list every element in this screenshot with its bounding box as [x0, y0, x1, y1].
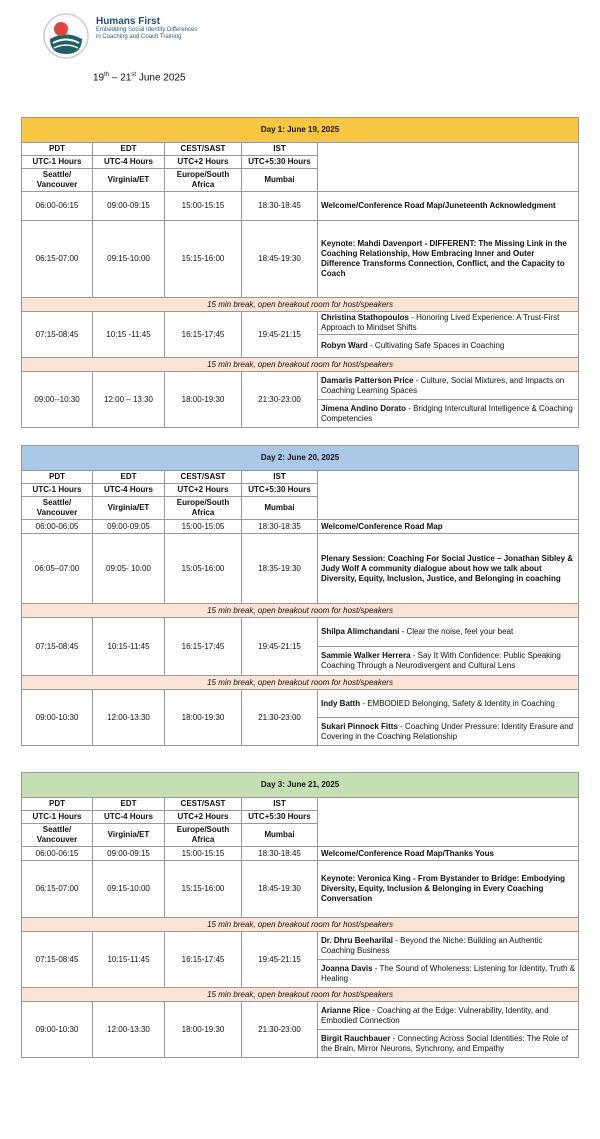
- header-tz-cell: CEST/SAST: [165, 471, 242, 484]
- session-cell: [318, 312, 579, 335]
- speaker-name: Christina Stathopoulos: [321, 313, 409, 322]
- header-utc-cell: UTC-1 Hours: [22, 156, 93, 169]
- header-tz-cell: CEST/SAST: [165, 143, 242, 156]
- speaker-name: Shilpa Alimchandani: [321, 627, 400, 636]
- time-cell: 16:15-17:45: [165, 618, 242, 676]
- session-topic: - Culture, Social Mixtures, and Impacts on Coaching Learning Spaces: [321, 375, 565, 395]
- session-topic: - Say It With Confidence: Public Speaking Coaching Through a Neurodivergent and Cultural Lens: [321, 651, 561, 670]
- time-cell: 09:15-10:00: [93, 221, 165, 298]
- session-cell: [318, 1030, 579, 1058]
- time-cell: 21:30-23:00: [242, 372, 318, 428]
- time-cell: 10:15-11:45: [93, 618, 165, 676]
- session-topic: - Bridging Intercultural Intelligence & Coaching Competencies: [321, 403, 573, 423]
- session-cell: [318, 960, 579, 988]
- break-row: 15 min break, open breakout room for host/speakers: [22, 358, 579, 372]
- time-cell: 07:15-08:45: [22, 312, 93, 358]
- day-title: Day 1: June 19, 2025: [22, 118, 579, 143]
- time-cell: 10:15-11:45: [93, 932, 165, 988]
- header-city-cell: Mumbai: [242, 169, 318, 192]
- header: [42, 12, 197, 62]
- time-cell: 18:00-19:30: [165, 372, 242, 428]
- session-cell: [318, 932, 579, 960]
- speaker-name: Sukari Pinnock Fitts: [321, 721, 398, 731]
- day-title: Day 3: June 21, 2025: [22, 773, 579, 798]
- time-cell: 15:15-16:00: [165, 221, 242, 298]
- session-topic: - Connecting Across Social Identities: The Role of the Brain, Mirror Neurons, Synchrony, and Empathy: [321, 1033, 569, 1053]
- header-city-cell: Seattle/ Vancouver: [22, 824, 93, 847]
- day-title: Day 2: June 20, 2025: [22, 446, 579, 471]
- speaker-name: Birgit Rauchbauer: [321, 1033, 391, 1043]
- date-suffix-start: th: [104, 72, 110, 78]
- time-cell: 09:00-09:05: [93, 520, 165, 534]
- time-cell: 09:00-09:15: [93, 192, 165, 221]
- header-city-cell: Mumbai: [242, 824, 318, 847]
- session-title: [318, 221, 579, 298]
- header-city-cell: Europe/South Africa: [165, 497, 242, 520]
- header-tz-cell: IST: [242, 143, 318, 156]
- conference-dates: [93, 72, 186, 83]
- session-topic: - Coaching Under Pressure: Identity Erasure and Covering in the Coaching Relationship: [321, 721, 574, 741]
- header-city-cell: Europe/South Africa: [165, 824, 242, 847]
- header-tz-cell: IST: [242, 471, 318, 484]
- time-cell: 15:00-15:15: [165, 192, 242, 221]
- org-name: Humans First: [96, 16, 160, 27]
- time-cell: 19:45-21:15: [242, 618, 318, 676]
- break-row: 15 min break, open breakout room for host/speakers: [22, 988, 579, 1002]
- header-city-cell: Seattle/ Vancouver: [22, 497, 93, 520]
- time-cell: 06:00-06:05: [22, 520, 93, 534]
- session-topic: - Cultivating Safe Spaces in Coaching: [367, 341, 505, 350]
- session-topic: - Beyond the Niche: Building an Authentic Coaching Business: [321, 935, 543, 955]
- header-utc-cell: UTC+2 Hours: [165, 811, 242, 824]
- header-utc-cell: UTC-4 Hours: [93, 484, 165, 497]
- date-separator: – 21: [109, 72, 132, 84]
- session-cell: [318, 690, 579, 718]
- time-cell: 09:05- 10:00: [93, 534, 165, 604]
- header-utc-cell: UTC-1 Hours: [22, 484, 93, 497]
- time-cell: 07:15-08:45: [22, 932, 93, 988]
- time-cell: 06:15-07:00: [22, 221, 93, 298]
- time-cell: 12:00-13:30: [93, 1002, 165, 1058]
- time-cell: 18:00-19:30: [165, 690, 242, 746]
- header-tz-cell: PDT: [22, 471, 93, 484]
- time-cell: 12:00-13:30: [93, 690, 165, 746]
- time-cell: 18:35-19:30: [242, 534, 318, 604]
- speaker-name: Arianne Rice: [321, 1005, 370, 1015]
- time-cell: 18:30-18:35: [242, 520, 318, 534]
- speaker-name: Damaris Patterson Price: [321, 375, 414, 385]
- break-row: 15 min break, open breakout room for host/speakers: [22, 676, 579, 690]
- time-cell: 21:30-23:00: [242, 1002, 318, 1058]
- session-title-text: Welcome/Conference Road Map/Thanks Yous: [321, 848, 494, 858]
- date-month-year: June 2025: [136, 72, 186, 84]
- time-cell: 16:15-17:45: [165, 932, 242, 988]
- header-utc-cell: UTC+5:30 Hours: [242, 811, 318, 824]
- session-cell: [318, 647, 579, 676]
- session-cell: [318, 1002, 579, 1030]
- session-title-text: Keynote: Veronica King - From Bystander to Bridge: Embodying Diversity, Equity, Inclusion & Belonging in Every Coaching Conversation: [321, 874, 566, 903]
- session-cell: [318, 718, 579, 746]
- session-title-text: Keynote: Mahdi Davenport - DIFFERENT: The Missing Link in the Coaching Relationship, How Embracing Inner and Outer Difference Transforms Connection, Conflict, and the Capacity to Coach: [321, 239, 567, 278]
- session-topic: - The Sound of Wholeness: Listening for Identity, Truth & Healing: [321, 963, 576, 983]
- time-cell: 12:00 – 13:30: [93, 372, 165, 428]
- header-utc-cell: UTC-4 Hours: [93, 811, 165, 824]
- session-topic: - Clear the noise, feel your beat: [399, 627, 514, 636]
- header-city-cell: Virginia/ET: [93, 497, 165, 520]
- header-city-cell: Virginia/ET: [93, 169, 165, 192]
- break-row: 15 min break, open breakout room for host/speakers: [22, 918, 579, 932]
- time-cell: 21:30-23:00: [242, 690, 318, 746]
- header-utc-cell: UTC-4 Hours: [93, 156, 165, 169]
- header-empty-cell: [318, 471, 579, 520]
- time-cell: 07:15-08:45: [22, 618, 93, 676]
- header-city-cell: Mumbai: [242, 497, 318, 520]
- session-topic: - Honoring Lived Experience: A Trust-First Approach to Mindset Shifts: [321, 313, 560, 332]
- header-empty-cell: [318, 798, 579, 847]
- session-cell: [318, 400, 579, 428]
- session-title: [318, 520, 579, 534]
- session-title: [318, 534, 579, 604]
- time-cell: 18:45-19:30: [242, 221, 318, 298]
- header-tz-cell: PDT: [22, 798, 93, 811]
- session-title: [318, 847, 579, 861]
- header-tz-cell: PDT: [22, 143, 93, 156]
- session-topic: - EMBODIED Belonging, Safety & Identity in Coaching: [360, 698, 555, 708]
- time-cell: 10:15 -11:45: [93, 312, 165, 358]
- session-title-text: Welcome/Conference Road Map/Juneteenth Acknowledgment: [321, 201, 556, 210]
- time-cell: 06:05–07:00: [22, 534, 93, 604]
- header-city-cell: Virginia/ET: [93, 824, 165, 847]
- time-cell: 09:15-10:00: [93, 861, 165, 918]
- header-utc-cell: UTC+2 Hours: [165, 156, 242, 169]
- header-city-cell: Seattle/ Vancouver: [22, 169, 93, 192]
- time-cell: 09:00-09:15: [93, 847, 165, 861]
- header-utc-cell: UTC+5:30 Hours: [242, 156, 318, 169]
- time-cell: 09:00-10:30: [22, 690, 93, 746]
- header-utc-cell: UTC-1 Hours: [22, 811, 93, 824]
- date-day-start: 19: [93, 72, 105, 84]
- session-title: [318, 861, 579, 918]
- date-suffix-end: st: [131, 72, 137, 78]
- header-utc-cell: UTC+5:30 Hours: [242, 484, 318, 497]
- break-row: 15 min break, open breakout room for host/speakers: [22, 298, 579, 312]
- brand: [96, 16, 197, 41]
- header-utc-cell: UTC+2 Hours: [165, 484, 242, 497]
- speaker-name: Joanna Davis: [321, 963, 373, 973]
- session-title-text: Welcome/Conference Road Map: [321, 521, 443, 531]
- day-1-schedule-table: [21, 117, 579, 428]
- session-cell: [318, 618, 579, 647]
- org-tagline-2: in Coaching and Coach Training: [96, 34, 182, 40]
- time-cell: 06:15-07:00: [22, 861, 93, 918]
- day-2-schedule-table: [21, 445, 579, 746]
- time-cell: 16:15-17:45: [165, 312, 242, 358]
- time-cell: 19:45-21:15: [242, 932, 318, 988]
- time-cell: 15:15-16:00: [165, 861, 242, 918]
- time-cell: 09:00--10:30: [22, 372, 93, 428]
- header-city-cell: Europe/South Africa: [165, 169, 242, 192]
- time-cell: 19:45-21:15: [242, 312, 318, 358]
- header-tz-cell: EDT: [93, 798, 165, 811]
- header-tz-cell: EDT: [93, 143, 165, 156]
- speaker-name: Sammie Walker Herrera: [321, 651, 411, 660]
- time-cell: 06:00-06:15: [22, 847, 93, 861]
- time-cell: 06:00-06:15: [22, 192, 93, 221]
- org-tagline-1: Embedding Social Identity Differences: [96, 27, 198, 33]
- session-topic: - Coaching at the Edge: Vulnerability, Identity, and Embodied Connection: [321, 1005, 549, 1025]
- break-row: 15 min break, open breakout room for host/speakers: [22, 604, 579, 618]
- header-tz-cell: IST: [242, 798, 318, 811]
- speaker-name: Robyn Ward: [321, 341, 368, 350]
- header-tz-cell: EDT: [93, 471, 165, 484]
- session-cell: [318, 335, 579, 358]
- session-cell: [318, 372, 579, 400]
- header-empty-cell: [318, 143, 579, 192]
- speaker-name: Jimena Andino Dorato: [321, 403, 407, 413]
- time-cell: 15:05-16:00: [165, 534, 242, 604]
- time-cell: 18:45-19:30: [242, 861, 318, 918]
- header-tz-cell: CEST/SAST: [165, 798, 242, 811]
- time-cell: 18:00-19:30: [165, 1002, 242, 1058]
- humans-first-logo-icon: [42, 12, 90, 60]
- time-cell: 15:00-15:05: [165, 520, 242, 534]
- time-cell: 18:30-18:45: [242, 847, 318, 861]
- time-cell: 15:00-15:15: [165, 847, 242, 861]
- session-title: [318, 192, 579, 221]
- speaker-name: Dr. Dhru Beeharilal: [321, 935, 394, 945]
- speaker-name: Indy Batth: [321, 698, 361, 708]
- day-3-schedule-table: [21, 772, 579, 1058]
- session-title-text: Plenary Session: Coaching For Social Justice – Jonathan Sibley & Judy Wolf A community dialogue about how we talk about Diversity, Equity, Inclusion, Justice, and Belonging in coaching: [321, 553, 574, 583]
- time-cell: 09:00-10:30: [22, 1002, 93, 1058]
- time-cell: 18:30-18:45: [242, 192, 318, 221]
